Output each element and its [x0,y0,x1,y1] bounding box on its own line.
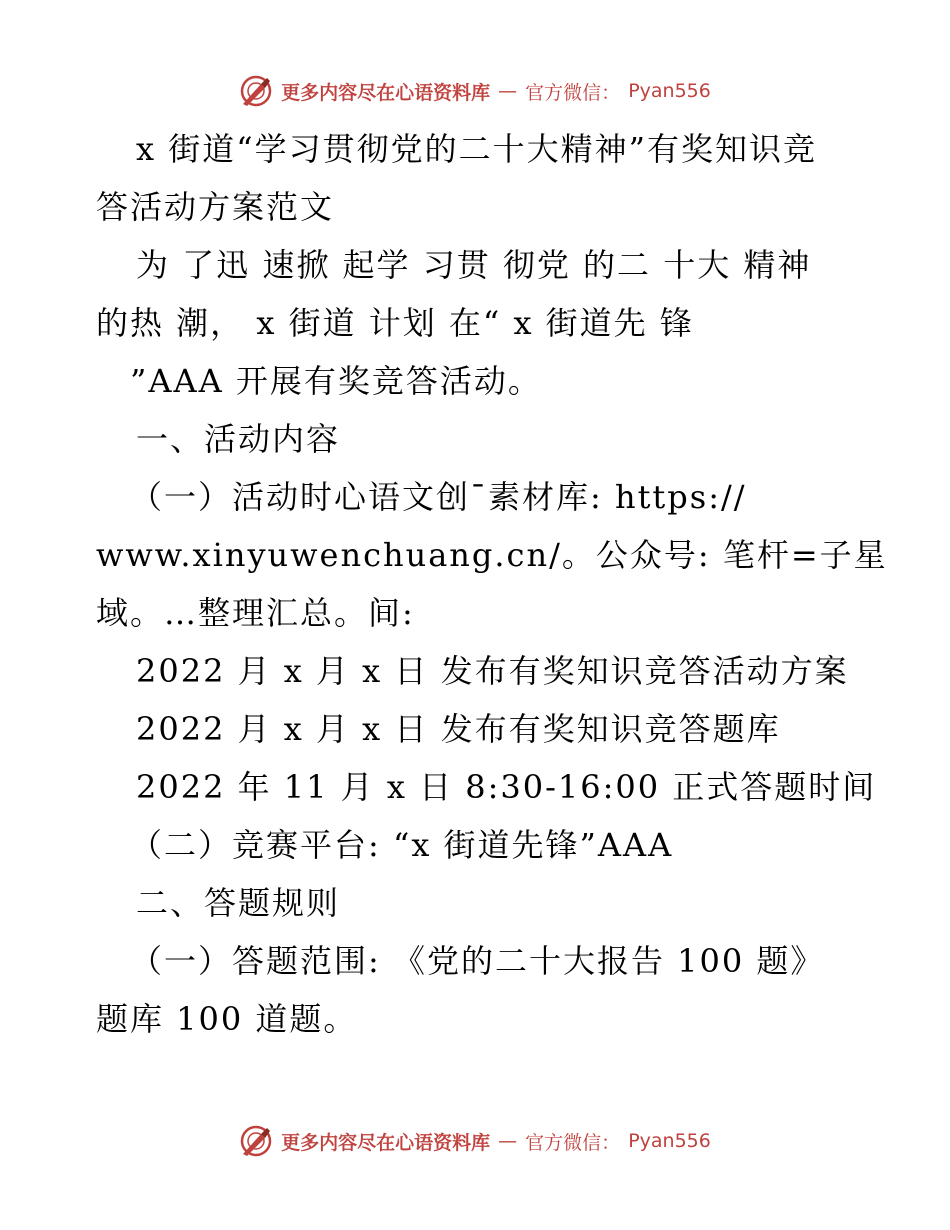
banner-official-label: 官方微信： [525,1131,621,1154]
banner-account: Pyan556 [628,80,711,102]
paragraph-line: 为 了迅 速掀 起学 习贯 彻党 的二 十大 精神 [136,246,812,284]
paragraph-line: （二）竞赛平台: “x 街道先锋”AAA [130,826,674,864]
paragraph-line: （一）答题范围: 《党的二十大报告 100 题》 [130,942,825,980]
banner-dash: — [498,80,518,102]
paragraph-line: 域。…整理汇总。间: [96,594,415,632]
schedule-line: 2022 月 x 月 x 日 发布有奖知识竞答活动方案 [136,652,849,690]
pen-logo-icon [239,1124,273,1158]
footer-banner [0,1124,950,1158]
title-line-1: x 街道“学习贯彻党的二十大精神”有奖知识竞 [136,130,817,168]
header-banner [0,74,950,108]
section-heading: 一、活动内容 [136,420,341,458]
banner-dash: — [498,1130,518,1152]
schedule-line: 2022 年 11 月 x 日 8:30-16:00 正式答题时间 [136,768,877,806]
section-heading: 二、答题规则 [136,884,341,922]
pen-logo-icon [239,74,273,108]
banner-account: Pyan556 [628,1130,711,1152]
schedule-line: 2022 月 x 月 x 日 发布有奖知识竞答题库 [136,710,781,748]
paragraph-line: 的热 潮， x 街道 计划 在“ x 街道先 锋 [96,304,694,342]
paragraph-line: 题库 100 道题。 [96,1000,358,1038]
document-body [96,120,888,1048]
paragraph-line: www.xinyuwenchuang.cn/。公众号: 笔杆=子星 [96,536,888,574]
banner-site-text: 更多内容尽在心语资料库 [281,81,491,104]
paragraph-line: （一）活动时心语文创¯素材库: https:// [130,478,747,516]
title-line-2: 答活动方案范文 [96,188,335,226]
banner-official-label: 官方微信： [525,81,621,104]
paragraph-line: ”AAA 开展有奖竞答活动。 [130,362,542,400]
banner-site-text: 更多内容尽在心语资料库 [281,1131,491,1154]
